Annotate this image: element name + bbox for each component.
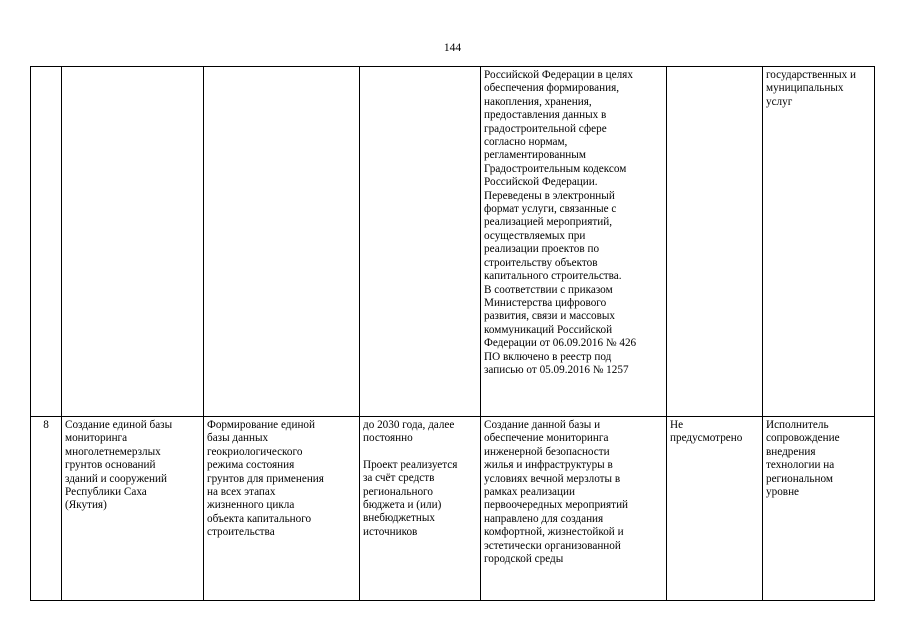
cell-funding: Не предусмотрено <box>667 417 763 601</box>
funding-source-text: Проект реализуется за счёт средств регионального бюджета и (или) внебюджетных источников <box>363 458 458 538</box>
spacer <box>363 446 477 459</box>
cell-timing <box>360 67 481 417</box>
page-number: 144 <box>443 42 462 54</box>
project-table <box>30 66 875 601</box>
cell-num: 8 <box>31 417 62 601</box>
table-row-continuation <box>31 67 875 417</box>
cell-description <box>204 67 360 417</box>
cell-name <box>62 67 204 417</box>
cell-num <box>31 67 62 417</box>
table-row-8 <box>31 417 875 601</box>
timing-text: до 2030 года, далее постоянно <box>363 419 455 445</box>
cell-funding <box>667 67 763 417</box>
cell-role: государственных и муниципальных услуг <box>763 67 875 417</box>
cell-description: Формирование единой базы данных геокриологического режима состояния грунтов для применения на всех этапах жизненного цикла объекта капитального строительства <box>204 417 360 601</box>
cell-role: Исполнитель сопровождение внедрения технологии на региональном уровне <box>763 417 875 601</box>
cell-result: Российской Федерации в целях обеспечения формирования, накопления, хранения, предоставления данных в градостроительной сфере согласно нормам, регламентированным Градостроительным кодексом Российской Федерации. Переведены в электронный формат услуги, связанные с реализацией мероприятий, осуществляемых при реализации проектов по строительству объектов капитального строительства. В соответствии с приказом Министерства цифрового развития, связи и массовых коммуникаций Российской Федерации от 06.09.2016 № 426 ПО включено в реестр под записью от 05.09.2016 № 1257 <box>481 67 667 417</box>
cell-name: Создание единой базы мониторинга многолетнемерзлых грунтов оснований зданий и сооружений Республики Саха (Якутия) <box>62 417 204 601</box>
cell-timing <box>360 417 481 601</box>
cell-result: Создание данной базы и обеспечение мониторинга инженерной безопасности жилья и инфраструктуры в условиях вечной мерзлоты в рамках реализации первоочередных мероприятий направлено для создания комфортной, жизнестойкой и эстетически организованной городской среды <box>481 417 667 601</box>
